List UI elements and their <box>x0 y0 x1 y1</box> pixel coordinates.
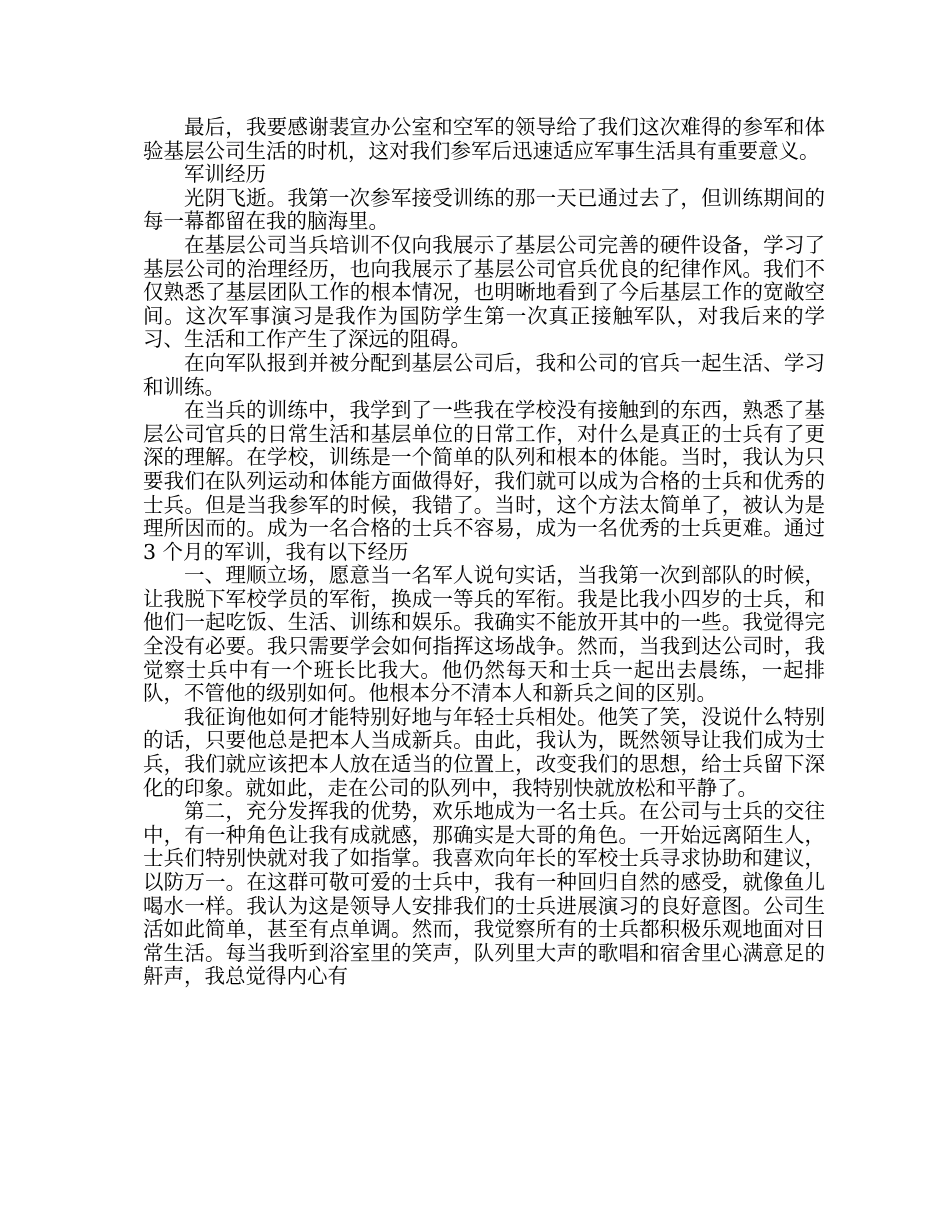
paragraph-learning: 在当兵的训练中，我学到了一些我在学校没有接触到的东西，熟悉了基层公司官兵的日常生活和基层单位的日常工作，对什么是真正的士兵有了更深的理解。在学校，训练是一个简单的队列和根本的体能。当时，我认为只要我们在队列运动和体能方面做得好，我们就可以成为合格的士兵和优秀的士兵。但是当我参军的时候，我错了。当时，这个方法太简单了，被认为是理所因而的。成为一名合格的士兵不容易，成为一名优秀的士兵更难。通过 3 个月的军训，我有以下经历 <box>143 398 825 564</box>
section-heading: 军训经历 <box>184 162 266 187</box>
paragraph-training-showcase: 在基层公司当兵培训不仅向我展示了基层公司完善的硬件设备，学习了基层公司的治理经历，也向我展示了基层公司官兵优良的纪律作风。我们不仅熟悉了基层团队工作的根本情况，也明晰地看到了今后基层工作的宽敞空间。这次军事演习是我作为国防学生第一次真正接触军队，对我后来的学习、生活和工作产生了深远的阻碍。 <box>143 232 825 352</box>
paragraph-time-flies: 光阴飞逝。我第一次参军接受训练的那一天已通过去了，但训练期间的每一幕都留在我的脑海里。 <box>143 185 825 234</box>
paragraph-point-one: 一、理顺立场，愿意当一名军人说句实话，当我第一次到部队的时候，让我脱下军校学员的军衔，换成一等兵的军衔。我是比我小四岁的士兵，和他们一起吃饭、生活、训练和娱乐。我确实不能放开其中的一些。我觉得完全没有必要。我只需要学会如何指挥这场战争。然而，当我到达公司时，我觉察士兵中有一个班长比我大。他仍然每天和士兵一起出去晨练，一起排队，不管他的级别如何。他根本分不清本人和新兵之间的区别。 <box>143 563 825 706</box>
document-body <box>143 116 825 989</box>
paragraph-reporting: 在向军队报到并被分配到基层公司后，我和公司的官兵一起生活、学习和训练。 <box>143 350 825 399</box>
paragraph-point-two: 第二，充分发挥我的优势，欢乐地成为一名士兵。在公司与士兵的交往中，有一种角色让我有成就感，那确实是大哥的角色。一开始远离陌生人，士兵们特别快就对我了如指掌。我喜欢向年长的军校士兵寻求协助和建议，以防万一。在这群可敬可爱的士兵中，我有一种回归自然的感受，就像鱼儿喝水一样。我认为这是领导人安排我们的士兵进展演习的良好意图。公司生活如此简单，甚至有点单调。然而，我觉察所有的士兵都积极乐观地面对日常生活。每当我听到浴室里的笑声，队列里大声的歌唱和宿舍里心满意足的鼾声，我总觉得内心有 <box>143 799 825 989</box>
paragraph-squad-leader: 我征询他如何才能特别好地与年轻士兵相处。他笑了笑，没说什么特别的话，只要他总是把本人当成新兵。由此，我认为，既然领导让我们成为士兵，我们就应该把本人放在适当的位置上，改变我们的思想，给士兵留下深化的印象。就如此，走在公司的队列中，我特别快就放松和平静了。 <box>143 704 825 800</box>
paragraph-thanks: 最后，我要感谢裴宣办公室和空军的领导给了我们这次难得的参军和体验基层公司生活的时机，这对我们参军后迅速适应军事生活具有重要意义。 <box>143 115 825 163</box>
